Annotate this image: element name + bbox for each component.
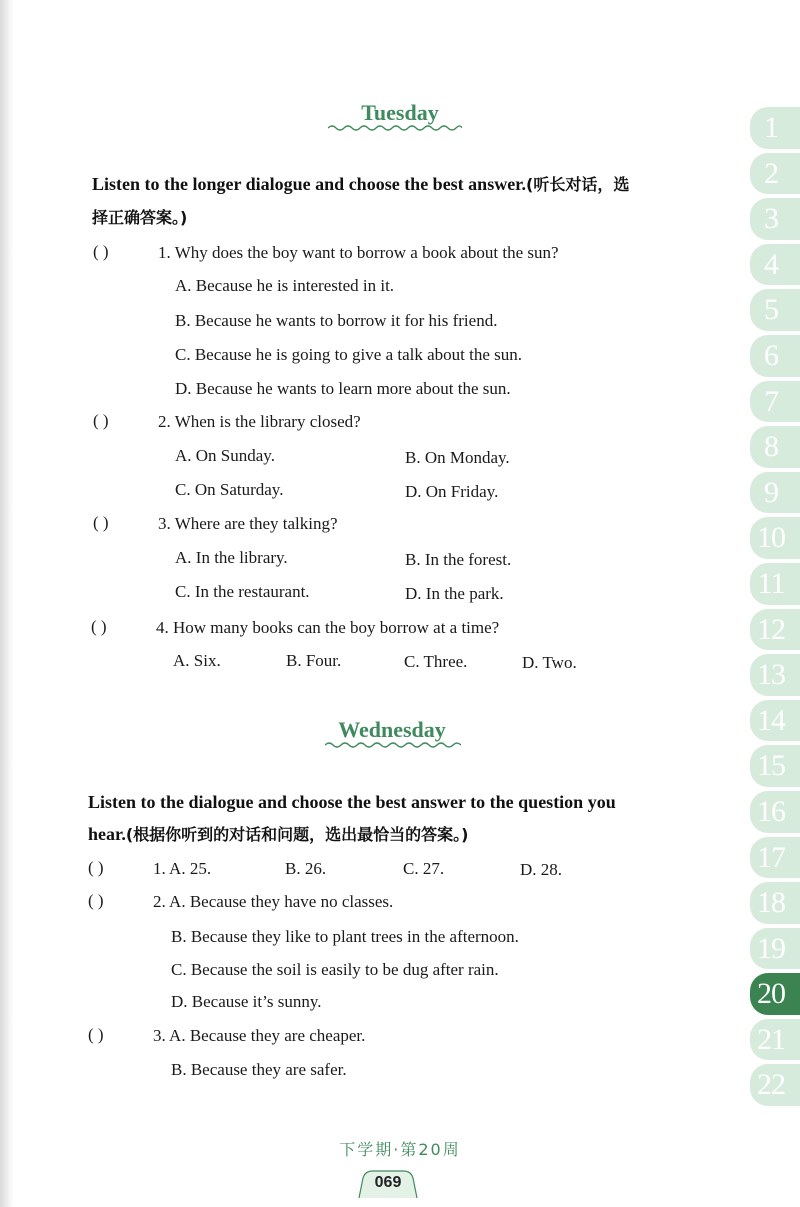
- answer-blank[interactable]: ( ): [88, 1025, 104, 1044]
- week-tab-15[interactable]: 15: [742, 743, 800, 789]
- section-title-tuesday: Tuesday: [361, 100, 439, 125]
- instruction-chinese-cont: 择正确答案。): [92, 208, 188, 227]
- option: D. On Friday.: [405, 482, 499, 501]
- week-tab-10[interactable]: 10: [742, 515, 800, 561]
- week-tab-3[interactable]: 3: [742, 196, 800, 242]
- page-number-badge: [355, 1168, 421, 1200]
- week-tab-6[interactable]: 6: [742, 333, 800, 379]
- week-tab-16[interactable]: 16: [742, 789, 800, 835]
- week-tab-22[interactable]: 22: [742, 1062, 800, 1108]
- week-tab-18[interactable]: 18: [742, 880, 800, 926]
- option: 3. A. Because they are cheaper.: [153, 1026, 366, 1045]
- section-title-wednesday: Wednesday: [338, 717, 446, 742]
- option: C. 27.: [403, 859, 445, 878]
- answer-blank[interactable]: ( ): [93, 411, 109, 430]
- page-number: 069: [374, 1174, 402, 1191]
- instruction-chinese: (听长对话，选: [526, 175, 630, 194]
- option: B. In the forest.: [405, 550, 512, 569]
- week-tab-7[interactable]: 7: [742, 379, 800, 425]
- footer-week-label: 下学期·第20周: [339, 1140, 461, 1159]
- answer-blank[interactable]: ( ): [93, 513, 109, 532]
- option: D. Because he wants to learn more about the sun.: [175, 379, 511, 398]
- week-tab-11[interactable]: 11: [742, 561, 800, 607]
- option: B. Because he wants to borrow it for his friend.: [175, 311, 498, 330]
- week-tab-2[interactable]: 2: [742, 151, 800, 197]
- option: B. Because they are safer.: [171, 1060, 347, 1079]
- instruction-english-cont: hear.: [88, 824, 126, 844]
- week-tab-5[interactable]: 5: [742, 287, 800, 333]
- option: C. Because he is going to give a talk about the sun.: [175, 345, 523, 364]
- option: D. 28.: [520, 860, 563, 879]
- option: D. Because it’s sunny.: [171, 992, 322, 1011]
- week-tab-8[interactable]: 8: [742, 424, 800, 470]
- question-stem: 1. Why does the boy want to borrow a book about the sun?: [158, 243, 559, 262]
- option: A. On Sunday.: [175, 446, 275, 465]
- option: C. On Saturday.: [175, 480, 284, 499]
- book-spine-shadow: [0, 0, 14, 1207]
- question-stem: 3. Where are they talking?: [158, 514, 338, 533]
- tuesday-instruction: [92, 168, 712, 234]
- option: B. 26.: [285, 859, 327, 878]
- week-tab-14[interactable]: 14: [742, 698, 800, 744]
- answer-blank[interactable]: ( ): [93, 242, 109, 261]
- option: C. Because the soil is easily to be dug after rain.: [171, 960, 499, 979]
- answer-blank[interactable]: ( ): [88, 858, 104, 877]
- week-tab-20-active[interactable]: 20: [742, 971, 800, 1017]
- week-tab-9[interactable]: 9: [742, 470, 800, 516]
- week-tab-4[interactable]: 4: [742, 242, 800, 288]
- option: 2. A. Because they have no classes.: [153, 892, 394, 911]
- title-wavy-underline: [328, 124, 462, 132]
- option: 1. A. 25.: [153, 859, 212, 878]
- option: A. Six.: [173, 651, 221, 670]
- week-tab-17[interactable]: 17: [742, 835, 800, 881]
- instruction-english: Listen to the dialogue and choose the best answer to the question you: [88, 792, 616, 812]
- instruction-chinese: (根据你听到的对话和问题，选出最恰当的答案。): [125, 825, 469, 844]
- title-wavy-underline: [325, 741, 461, 749]
- option: C. Three.: [404, 652, 468, 671]
- option: D. Two.: [522, 653, 577, 672]
- week-tab-13[interactable]: 13: [742, 652, 800, 698]
- option: A. Because he is interested in it.: [175, 276, 395, 295]
- week-tab-19[interactable]: 19: [742, 926, 800, 972]
- question-stem: 4. How many books can the boy borrow at a time?: [156, 618, 500, 637]
- answer-blank[interactable]: ( ): [91, 617, 107, 636]
- option: B. Four.: [286, 651, 342, 670]
- week-tab-21[interactable]: 21: [742, 1017, 800, 1063]
- option: B. Because they like to plant trees in the afternoon.: [171, 927, 519, 946]
- answer-blank[interactable]: ( ): [88, 891, 104, 910]
- instruction-english: Listen to the longer dialogue and choose the best answer.: [92, 174, 527, 194]
- wednesday-instruction: [88, 786, 708, 851]
- week-tabs: [742, 105, 800, 1108]
- question-stem: 2. When is the library closed?: [158, 412, 361, 431]
- option: C. In the restaurant.: [175, 582, 310, 601]
- week-tab-12[interactable]: 12: [742, 607, 800, 653]
- option: A. In the library.: [175, 548, 288, 567]
- option: D. In the park.: [405, 584, 504, 603]
- option: B. On Monday.: [405, 448, 510, 467]
- week-tab-1[interactable]: 1: [742, 105, 800, 151]
